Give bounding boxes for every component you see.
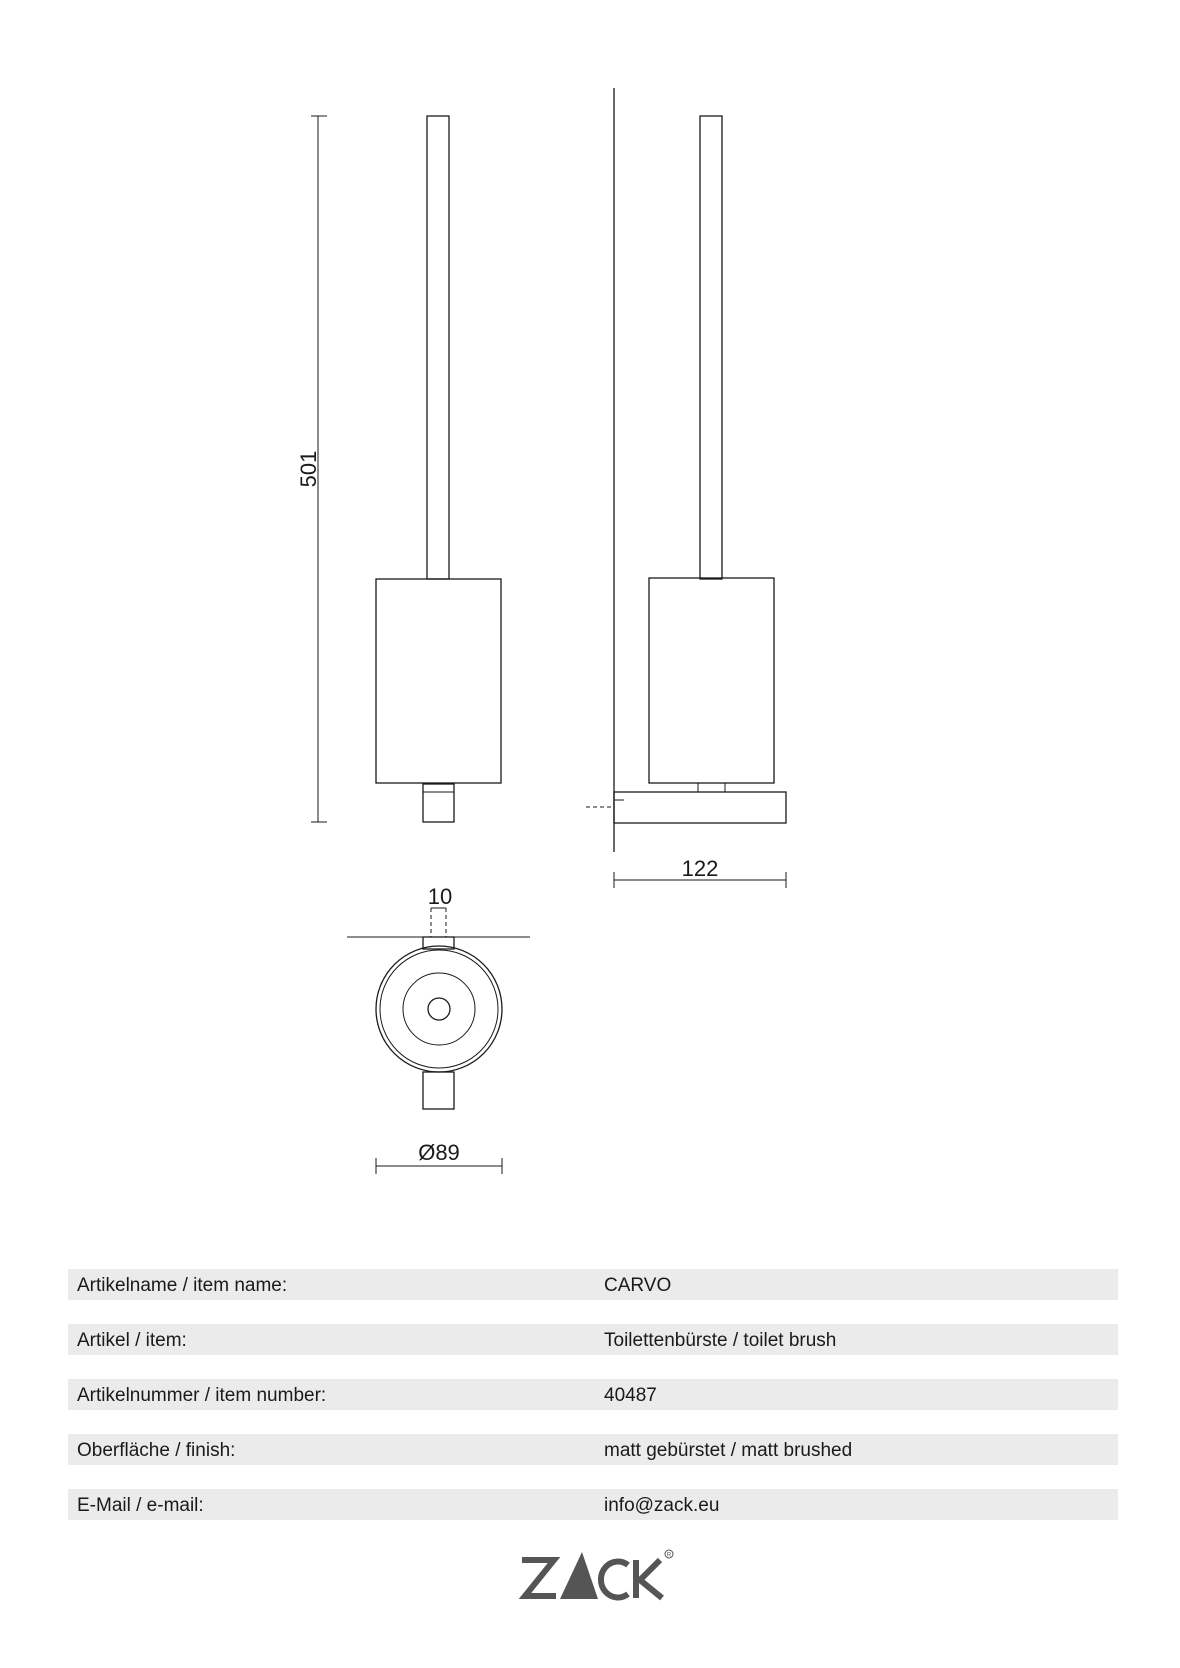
side-handle (700, 116, 722, 579)
spec-table (68, 1269, 1118, 1544)
spec-row-item-number (68, 1379, 1118, 1410)
zack-logo (516, 1546, 676, 1606)
svg-text:R: R (666, 1552, 672, 1559)
spec-value: info@zack.eu (604, 1495, 720, 1516)
front-handle (427, 116, 449, 579)
front-foot (423, 784, 454, 822)
depth-dimension (614, 856, 786, 888)
top-outer-circle (376, 946, 502, 1072)
spec-row-item-name (68, 1269, 1118, 1300)
front-body (376, 579, 501, 783)
height-dim-label: 501 (296, 450, 321, 488)
spec-row-email (68, 1489, 1118, 1520)
side-view (586, 88, 786, 888)
spec-value: Toilettenbürste / toilet brush (604, 1330, 837, 1351)
bracket-dimension (428, 884, 452, 937)
front-view (296, 116, 501, 822)
spec-value: CARVO (604, 1275, 672, 1296)
spec-value: matt gebürstet / matt brushed (604, 1440, 853, 1461)
spec-label: Oberfläche / finish: (77, 1440, 236, 1461)
wall-bracket (614, 792, 786, 823)
spec-row-item (68, 1324, 1118, 1355)
spec-label: Artikel / item: (77, 1330, 187, 1351)
top-center-circle (428, 998, 450, 1020)
side-body (649, 578, 774, 783)
diameter-dimension (376, 1140, 502, 1174)
height-dimension (296, 116, 327, 822)
top-inner-circle (403, 973, 475, 1045)
spec-value: 40487 (604, 1385, 657, 1406)
spec-label: Artikelname / item name: (77, 1275, 288, 1296)
spec-label: Artikelnummer / item number: (77, 1385, 327, 1406)
spec-row-finish (68, 1434, 1118, 1465)
diameter-dim-label: Ø89 (418, 1140, 460, 1165)
spec-label: E-Mail / e-mail: (77, 1495, 204, 1516)
bracket-dim-label: 10 (427, 884, 453, 909)
depth-dim-label: 122 (681, 856, 719, 881)
top-view (347, 884, 530, 1174)
